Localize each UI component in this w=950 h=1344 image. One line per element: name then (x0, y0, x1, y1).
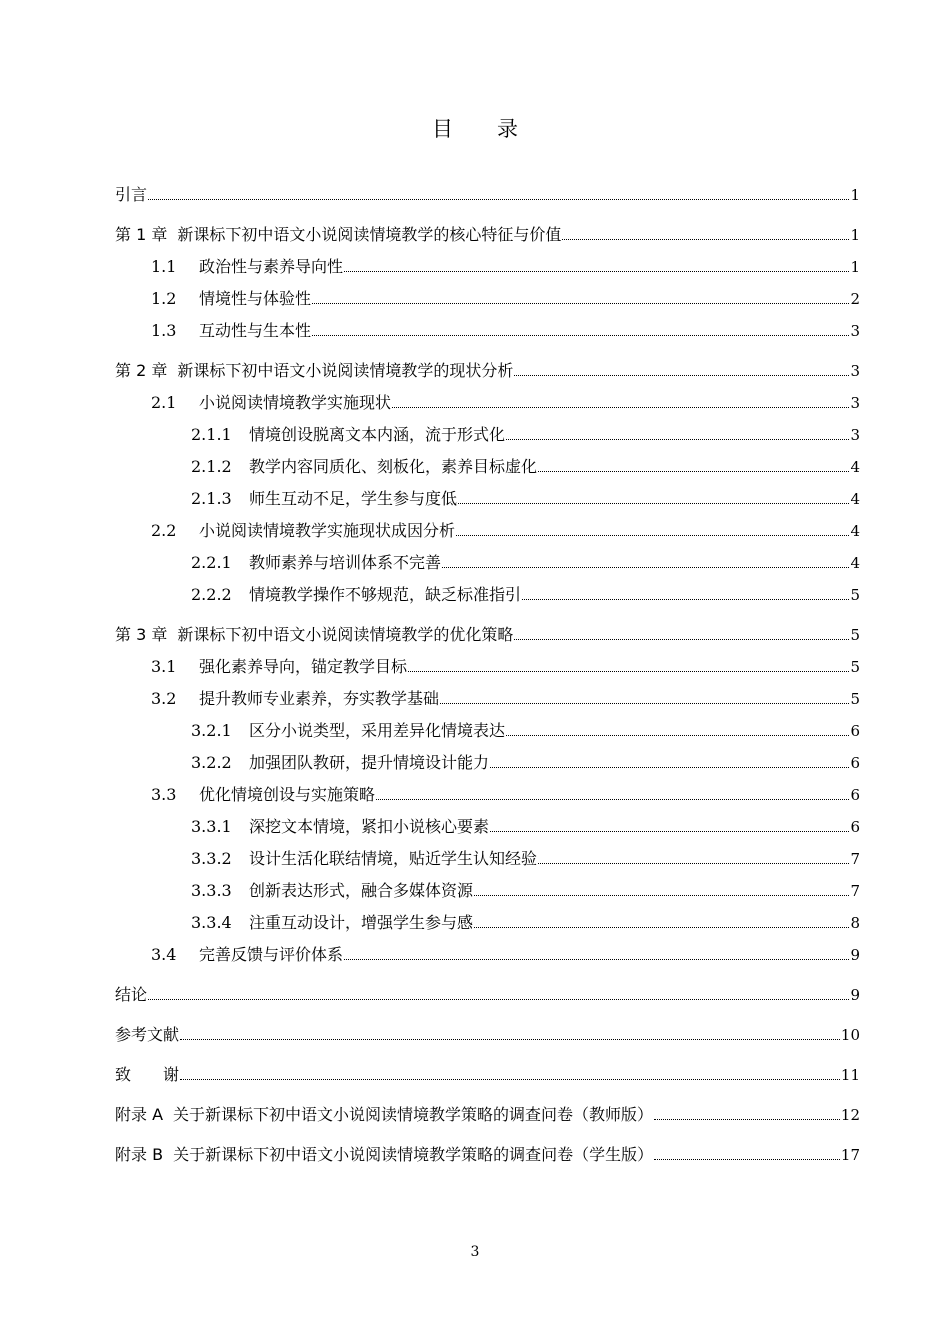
toc-entry[interactable] (115, 1145, 860, 1165)
toc-entry-page: 5 (850, 626, 860, 644)
toc-entry[interactable] (115, 945, 860, 965)
toc-entry-number: 2.2 (151, 521, 177, 540)
toc-entry-number: 3.3.4 (191, 913, 232, 932)
toc-dot-leader (562, 238, 849, 240)
toc-entry-label: 设计生活化联结情境，贴近学生认知经验 (249, 849, 538, 868)
toc-entry[interactable] (115, 361, 860, 381)
toc-entry-label: 小说阅读情境教学实施现状 (199, 393, 392, 412)
toc-entry-page: 5 (850, 658, 860, 676)
toc-entry-page: 9 (850, 946, 860, 964)
toc-dot-leader (538, 862, 849, 864)
toc-entry-page: 8 (850, 914, 860, 932)
toc-entry-number: 第 1 章 (115, 225, 168, 244)
toc-dot-leader (408, 670, 849, 672)
toc-entry[interactable] (115, 721, 860, 741)
toc-dot-leader (440, 702, 849, 704)
toc-entry[interactable] (115, 225, 860, 245)
toc-entry-label: 强化素养导向，锚定教学目标 (199, 657, 408, 676)
toc-dot-leader (490, 830, 849, 832)
toc-entry-page: 4 (850, 554, 860, 572)
toc-dot-leader (344, 958, 849, 960)
toc-dot-leader (344, 270, 849, 272)
toc-entry-number: 2.1.3 (191, 489, 232, 508)
toc-dot-leader (312, 334, 849, 336)
toc-entry-label: 关于新课标下初中语文小说阅读情境教学策略的调查问卷（学生版） (173, 1145, 654, 1164)
toc-entry-page: 5 (850, 690, 860, 708)
toc-entry[interactable] (115, 881, 860, 901)
toc-entry-number: 3.3.3 (191, 881, 232, 900)
toc-entry-number: 3.2.2 (191, 753, 232, 772)
toc-entry-label: 互动性与生本性 (199, 321, 312, 340)
toc-entry-label: 致 谢 (115, 1065, 180, 1084)
toc-entry-number: 附录 B (115, 1145, 164, 1164)
toc-entry-number: 1.3 (151, 321, 177, 340)
toc-entry-number: 2.1.2 (191, 457, 232, 476)
toc-entry-label: 关于新课标下初中语文小说阅读情境教学策略的调查问卷（教师版） (173, 1105, 654, 1124)
toc-entry-page: 11 (840, 1066, 860, 1084)
toc-dot-leader (180, 1038, 840, 1040)
toc-entry[interactable] (115, 393, 860, 413)
toc-title-right: 录 (497, 117, 518, 141)
toc-entry-number: 3.2 (151, 689, 177, 708)
toc-entry-label: 参考文献 (115, 1025, 180, 1044)
toc-entry-page: 3 (850, 362, 860, 380)
toc-entry-label: 情境教学操作不够规范，缺乏标准指引 (249, 585, 522, 604)
toc-entry-label: 提升教师专业素养，夯实教学基础 (199, 689, 440, 708)
toc-entry[interactable] (115, 489, 860, 509)
toc-entry-page: 3 (850, 426, 860, 444)
table-of-contents (115, 180, 860, 1165)
toc-entry-page: 3 (850, 322, 860, 340)
toc-entry-number: 第 3 章 (115, 625, 168, 644)
toc-entry-number: 附录 A (115, 1105, 164, 1124)
toc-entry-page: 6 (850, 818, 860, 836)
toc-entry[interactable] (115, 585, 860, 605)
toc-entry[interactable] (115, 625, 860, 645)
toc-entry-page: 5 (850, 586, 860, 604)
toc-entry-page: 1 (850, 258, 860, 276)
toc-entry[interactable] (115, 1065, 860, 1085)
toc-dot-leader (522, 598, 849, 600)
toc-entry-number: 第 2 章 (115, 361, 168, 380)
toc-entry[interactable] (115, 817, 860, 837)
toc-entry-number: 3.3.1 (191, 817, 232, 836)
toc-dot-leader (392, 406, 849, 408)
toc-dot-leader (538, 470, 849, 472)
toc-entry-label: 引言 (115, 185, 148, 204)
toc-entry[interactable] (115, 1105, 860, 1125)
toc-entry-number: 3.2.1 (191, 721, 232, 740)
toc-entry-page: 6 (850, 722, 860, 740)
toc-entry-page: 2 (850, 290, 860, 308)
toc-entry-page: 4 (850, 522, 860, 540)
toc-entry-number: 3.1 (151, 657, 177, 676)
toc-dot-leader (654, 1158, 840, 1160)
toc-entry-page: 1 (850, 186, 860, 204)
toc-entry[interactable] (115, 289, 860, 309)
toc-entry-label: 深挖文本情境，紧扣小说核心要素 (249, 817, 490, 836)
toc-entry-label: 创新表达形式，融合多媒体资源 (249, 881, 474, 900)
toc-entry[interactable] (115, 457, 860, 477)
toc-entry[interactable] (115, 657, 860, 677)
toc-entry-page: 12 (840, 1106, 860, 1124)
toc-entry-number: 2.1 (151, 393, 177, 412)
toc-entry-page: 7 (850, 882, 860, 900)
toc-entry[interactable] (115, 913, 860, 933)
toc-entry-label: 注重互动设计，增强学生参与感 (249, 913, 474, 932)
toc-entry-label: 小说阅读情境教学实施现状成因分析 (199, 521, 456, 540)
toc-entry-number: 1.2 (151, 289, 177, 308)
toc-entry[interactable] (115, 753, 860, 773)
toc-entry-number: 2.2.2 (191, 585, 232, 604)
toc-dot-leader (474, 894, 849, 896)
toc-dot-leader (456, 534, 849, 536)
toc-entry-page: 6 (850, 786, 860, 804)
toc-entry-label: 新课标下初中语文小说阅读情境教学的优化策略 (177, 625, 514, 644)
toc-entry[interactable] (115, 425, 860, 445)
toc-entry-label: 加强团队教研，提升情境设计能力 (249, 753, 490, 772)
toc-entry-page: 1 (850, 226, 860, 244)
toc-entry-number: 1.1 (151, 257, 177, 276)
toc-entry-number: 3.3.2 (191, 849, 232, 868)
toc-entry-page: 4 (850, 490, 860, 508)
toc-dot-leader (514, 374, 849, 376)
toc-dot-leader (654, 1118, 840, 1120)
toc-entry-page: 3 (850, 394, 860, 412)
toc-dot-leader (474, 926, 849, 928)
toc-entry[interactable] (115, 521, 860, 541)
toc-dot-leader (148, 198, 849, 200)
toc-entry-label: 新课标下初中语文小说阅读情境教学的核心特征与价值 (177, 225, 562, 244)
toc-dot-leader (514, 638, 849, 640)
toc-dot-leader (506, 734, 849, 736)
toc-entry-page: 10 (840, 1026, 860, 1044)
page-number: 3 (470, 1244, 480, 1260)
toc-entry[interactable] (115, 553, 860, 573)
toc-entry-page: 17 (840, 1146, 860, 1164)
toc-entry[interactable] (115, 985, 860, 1005)
toc-entry[interactable] (115, 689, 860, 709)
toc-entry-number: 2.1.1 (191, 425, 232, 444)
toc-dot-leader (506, 438, 849, 440)
toc-entry[interactable] (115, 849, 860, 869)
toc-entry-label: 教学内容同质化、刻板化，素养目标虚化 (249, 457, 538, 476)
toc-dot-leader (442, 566, 849, 568)
toc-entry-page: 7 (850, 850, 860, 868)
toc-dot-leader (148, 998, 849, 1000)
toc-entry[interactable] (115, 1025, 860, 1045)
toc-entry-page: 6 (850, 754, 860, 772)
toc-entry-number: 2.2.1 (191, 553, 232, 572)
toc-entry-label: 政治性与素养导向性 (199, 257, 344, 276)
toc-entry-label: 结论 (115, 985, 148, 1004)
toc-dot-leader (376, 798, 849, 800)
toc-entry-label: 完善反馈与评价体系 (199, 945, 344, 964)
toc-entry-label: 教师素养与培训体系不完善 (249, 553, 442, 572)
toc-entry-number: 3.4 (151, 945, 177, 964)
toc-dot-leader (458, 502, 849, 504)
toc-entry[interactable] (115, 785, 860, 805)
toc-title (0, 113, 950, 143)
toc-dot-leader (180, 1078, 840, 1080)
toc-entry-label: 区分小说类型，采用差异化情境表达 (249, 721, 506, 740)
toc-entry[interactable] (115, 185, 860, 205)
toc-entry-number: 3.3 (151, 785, 177, 804)
toc-entry-label: 师生互动不足，学生参与度低 (249, 489, 458, 508)
toc-entry-label: 情境性与体验性 (199, 289, 312, 308)
toc-dot-leader (312, 302, 849, 304)
toc-entry-label: 优化情境创设与实施策略 (199, 785, 376, 804)
toc-entry-page: 4 (850, 458, 860, 476)
toc-title-left: 目 (432, 117, 453, 141)
toc-entry[interactable] (115, 321, 860, 341)
toc-entry-label: 情境创设脱离文本内涵，流于形式化 (249, 425, 506, 444)
toc-dot-leader (490, 766, 849, 768)
toc-entry[interactable] (115, 257, 860, 277)
toc-entry-label: 新课标下初中语文小说阅读情境教学的现状分析 (177, 361, 514, 380)
toc-entry-page: 9 (850, 986, 860, 1004)
